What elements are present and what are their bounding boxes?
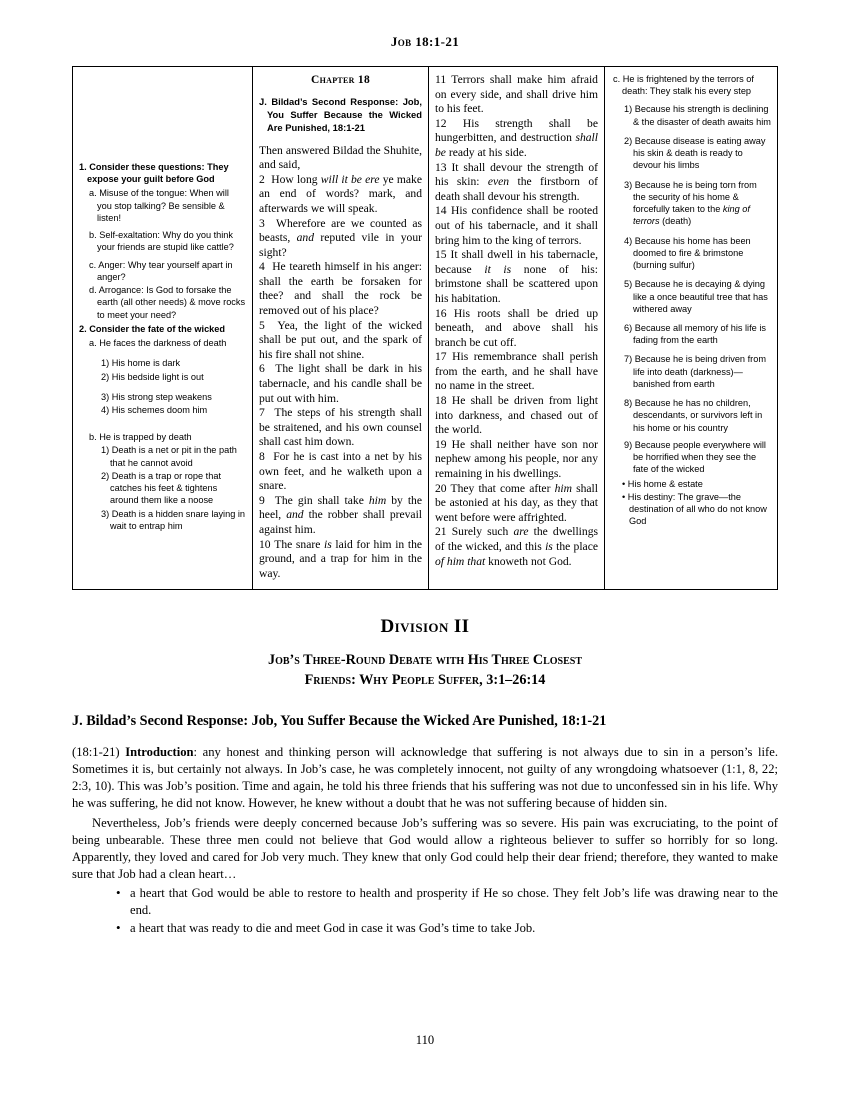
notes-bullet-1: • His home & estate [622,478,703,489]
outline-point-1-head: 1. Consider these questions: They expose your guilt before God [79,162,229,185]
second-paragraph: Nevertheless, Job’s friends were deeply concerned because Job’s suffering was so severe. His pain was excruciating, to the point of being unbearable. These three men could not believe that God would allow a righteous believer to suffer so horribly for so long. Apparently, they loved and cared for Job very much. They knew that only God could help their dear friend; therefore, they wanted to make sure that Job had a clean heart… [72,815,778,881]
outline-item-2a-1: 1) His home is dark [101,358,181,369]
division-subheading-line1: Job’s Three-Round Debate with His Three Closest [267,652,582,669]
verse-16: 16 His roots shall be dried up beneath, and above shall his branch be cut off. [435,306,598,349]
verse-5: 5 Yea, the light of the wicked shall be put out, and the spark of his fire shall not shine. [259,318,422,361]
list-item: • a heart that God would be able to restore to health and prosperity if He so chose. They felt Job’s life was drawing near to the end. [116,885,778,919]
heart-bullet-list [72,885,778,937]
verse-6: 6 The light shall be dark in his tabernacle, and his candle shall be put out with him. [259,362,422,405]
verse-7: 7 The steps of his strength shall be straitened, and his own counsel shall cast him down. [259,406,423,449]
verse-8: 8 For he is cast into a net by his own feet, and he walketh upon a snare. [259,450,423,493]
notes-item-6: 6) Because all memory of his life is fading from the earth [624,322,766,346]
section-title: J. Bildad’s Second Response: Job, You Suffer Because the Wicked Are Punished, 18:1-21 [72,713,607,730]
running-head: Job 18:1-21 [390,34,460,49]
verse-13: 13 It shall devour the strength of his skin: even the firstborn of death shall devour his strength. [435,160,599,203]
verse-12: 12 His strength shall be hungerbitten, and destruction shall be ready at his side. [435,116,598,159]
scripture-column-2 [429,67,605,589]
scripture-block-heading: J. Bildad’s Second Response: Job, You Suffer Because the Wicked Are Punished, 18:1-21 [259,96,422,133]
verse-17: 17 His remembrance shall perish from the earth, and he shall have no name in the street. [435,350,598,393]
division-subheading-line2: Friends: Why People Suffer, 3:1–26:14 [304,672,546,689]
verse-18: 18 He shall be driven from light into darkness, and chased out of the world. [435,394,598,437]
notes-lead: c. He is frightened by the terrors of death: They stalk his every step [613,74,754,97]
outline-item-2a-4: 4) His schemes doom him [101,404,208,415]
page-number: 110 [415,1033,435,1047]
outline-item-2b-3: 3) Death is a hidden snare laying in wait to entrap him [101,508,246,531]
outline-point-2-head: 2. Consider the fate of the wicked [79,323,226,334]
notes-item-3: 3) Because he is being torn from the security of his home & forcefully taken to the king of terrors (death) [624,179,757,227]
division-subheading [72,651,778,691]
verse-15: 15 It shall dwell in his tabernacle, because it is none of his: brimstone shall be scattered upon his habitation. [435,248,599,305]
verse-21: 21 Surely such are the dwellings of the wicked, and this is the place of him that knoweth not God. [435,525,599,568]
notes-item-5: 5) Because he is decaying & dying like a once beautiful tree that has withered away [624,279,768,314]
outline-column [73,67,253,589]
verse-9: 9 The gin shall take him by the heel, and the robber shall prevail against him. [259,493,423,536]
notes-item-7: 7) Because he is being driven from life into death (darkness)—banished from earth [624,354,766,389]
outline-item-1d: d. Arrogance: Is God to forsake the earth (all other needs) & move rocks to meet your need? [89,285,246,320]
notes-item-9: 9) Because people everywhere will be horrified when they see the fate of the wicked [624,439,766,475]
outline-item-2a-2: 2) His bedside light is out [101,371,204,382]
notes-item-1: 1) Because his strength is declining & the disaster of death awaits him [624,104,771,127]
list-item: • a heart that was ready to die and meet God in case it was God’s time to take Job. [116,920,778,937]
outline-item-2b-1: 1) Death is a net or pit in the path that he cannot avoid [101,445,237,468]
verse-3: 3 Wherefore are we counted as beasts, and reputed vile in your sight? [259,216,422,259]
notes-item-4: 4) Because his home has been doomed to fire & brimstone (burning sulfur) [624,235,751,271]
chapter-title: Chapter 18 [310,74,371,86]
verse-19: 19 He shall neither have son nor nephew among his people, nor any remaining in his dwellings. [435,437,598,481]
notes-item-8: 8) Because he has no children, descendants, or survivors left in his home or his country [624,398,763,433]
outline-item-2b-2: 2) Death is a trap or rope that catches his feet & tightens around them like a noose [101,470,222,506]
outline-item-2a: a. He faces the darkness of death [89,338,227,349]
verse-14: 14 His confidence shall be rooted out of his tabernacle, and it shall bring him to the king of terrors. [435,204,598,247]
verse-11: 11 Terrors shall make him afraid on every side, and shall drive him to his feet. [435,73,598,116]
scripture-column-1 [253,67,429,589]
verse-20: 20 They that come after him shall be astonied at his day, as they that went before were affrighted. [435,481,598,524]
outline-item-1a: a. Misuse of the tongue: When will you stop talking? Be sensible & listen! [89,188,229,223]
outline-item-2a-3: 3) His strong step weakens [101,391,212,402]
notes-bullet-2: • His destiny: The grave—the destination of all who do not know God [622,491,767,527]
outline-item-1b: b. Self-exaltation: Why do you think your friends are stupid like cattle? [89,230,234,253]
verse-10: 10 The snare is laid for him in the ground, and a trap for him in the way. [259,537,423,580]
outline-item-1c: c. Anger: Why tear yourself apart in anger? [89,259,233,282]
notes-column [605,67,777,589]
division-heading: Division II [380,616,470,638]
notes-item-2: 2) Because disease is eating away his skin & death is ready to devour his limbs [624,135,766,171]
verse-1: Then answered Bildad the Shuhite, and said, [259,143,422,172]
commentary-table [72,66,778,590]
outline-item-2b: b. He is trapped by death [89,432,192,443]
intro-paragraph: (18:1-21) Introduction: any honest and thinking person will acknowledge that suffering is not always due to sin in a person’s life. Sometimes it is, but certainly not always. In Job’s case, he was completely innocent, not guilty of any wrongdoing whatsoever (1:1, 8, 22; 2:3, 10). This was Job’s position. Time and again, he told his three friends that his suffering was not due to unconfessed sin in his life. Why he was suffering, he did not know. However, he knew without a doubt that he was not suffering because of hidden sin. [72,745,778,811]
verse-4: 4 He teareth himself in his anger: shall the earth be forsaken for thee? and shall the rock be removed out of his place? [259,260,422,318]
verse-2: 2 How long will it be ere ye make an end of words? mark, and afterwards we will speak. [259,172,422,215]
